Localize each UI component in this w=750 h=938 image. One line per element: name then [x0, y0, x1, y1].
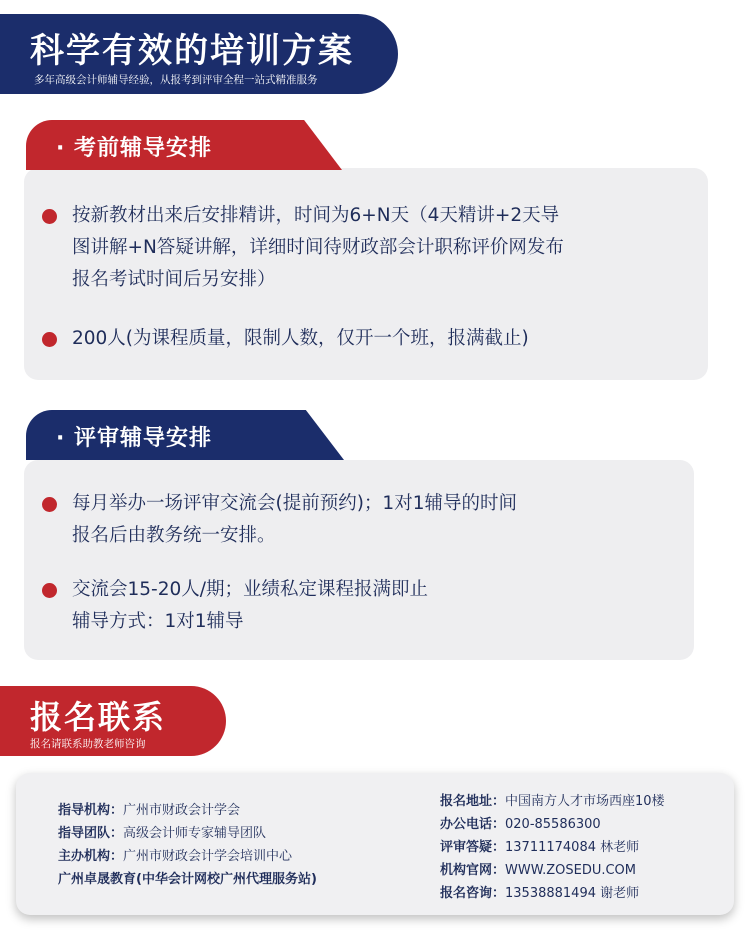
pre-exam-title: · 考前辅导安排: [56, 136, 213, 161]
contact-label: 指导机构：: [58, 803, 124, 818]
bullet-line: 按新教材出来后安排精讲，时间为6+N天（4天精讲+2天导: [72, 205, 560, 226]
bullet-line: 报名考试时间后另安排）: [72, 269, 276, 290]
signup-banner: [0, 686, 226, 756]
contact-value: 13538881494 谢老师: [505, 886, 640, 901]
header-banner: [0, 14, 398, 94]
contact-value: 高级会计师专家辅导团队: [123, 826, 267, 841]
contact-value: 020-85586300: [505, 817, 601, 832]
contact-row: [440, 790, 665, 813]
contact-left-column: [58, 799, 317, 891]
contact-right-column: [440, 790, 665, 905]
contact-label: 办公电话：: [440, 817, 506, 832]
signup-title: 报名联系: [30, 698, 167, 736]
bullet-line: 辅导方式：1对1辅导: [72, 611, 244, 632]
contact-value: WWW.ZOSEDU.COM: [505, 863, 637, 878]
bullet-line: 图讲解+N答疑讲解，详细时间待财政部会计职称评价网发布: [72, 237, 564, 258]
bullet-line: 报名后由教务统一安排。: [72, 525, 276, 546]
pre-exam-bullet-1: [42, 200, 692, 296]
bullet-line: 每月举办一场评审交流会(提前预约)；1对1辅导的时间: [72, 493, 517, 514]
review-title: · 评审辅导安排: [56, 426, 213, 451]
review-tab: [26, 410, 344, 460]
contact-label: 指导团队：: [58, 826, 124, 841]
contact-value: 广州市财政会计学会培训中心: [123, 849, 293, 864]
contact-label: 主办机构：: [58, 849, 124, 864]
contact-row: [440, 836, 665, 859]
contact-value: 广州卓晟教育(中华会计网校广州代理服务站): [58, 872, 317, 887]
contact-row: [440, 813, 665, 836]
contact-row: [58, 799, 317, 822]
review-bullet-2: [42, 574, 672, 638]
contact-row: [58, 845, 317, 868]
pre-exam-tab: [26, 120, 342, 170]
contact-label: 报名咨询：: [440, 886, 506, 901]
contact-row: [440, 882, 665, 905]
bullet-line: 交流会15-20人/期；业绩私定课程报满即止: [72, 579, 428, 600]
contact-row: [440, 859, 665, 882]
contact-value: 中国南方人才市场西座10楼: [505, 794, 665, 809]
pre-exam-bullet-2: [42, 323, 692, 355]
contact-value: 广州市财政会计学会: [123, 803, 241, 818]
page-title: 科学有效的培训方案: [30, 31, 354, 71]
contact-label: 评审答疑：: [440, 840, 506, 855]
contact-label: 机构官网：: [440, 863, 506, 878]
bullet-line: 200人(为课程质量，限制人数，仅开一个班，报满截止): [72, 328, 529, 349]
contact-label: 报名地址：: [440, 794, 506, 809]
bullet-dot-icon: [42, 583, 57, 598]
review-bullet-1: [42, 488, 672, 552]
bullet-dot-icon: [42, 332, 57, 347]
page-subtitle: 多年高级会计师辅导经验，从报考到评审全程一站式精准服务: [34, 74, 318, 86]
bullet-dot-icon: [42, 209, 57, 224]
contact-row: [58, 822, 317, 845]
contact-value: 13711174084 林老师: [505, 840, 640, 855]
signup-subtitle: 报名请联系助教老师咨询: [30, 738, 146, 750]
bullet-dot-icon: [42, 497, 57, 512]
contact-row: [58, 868, 317, 891]
